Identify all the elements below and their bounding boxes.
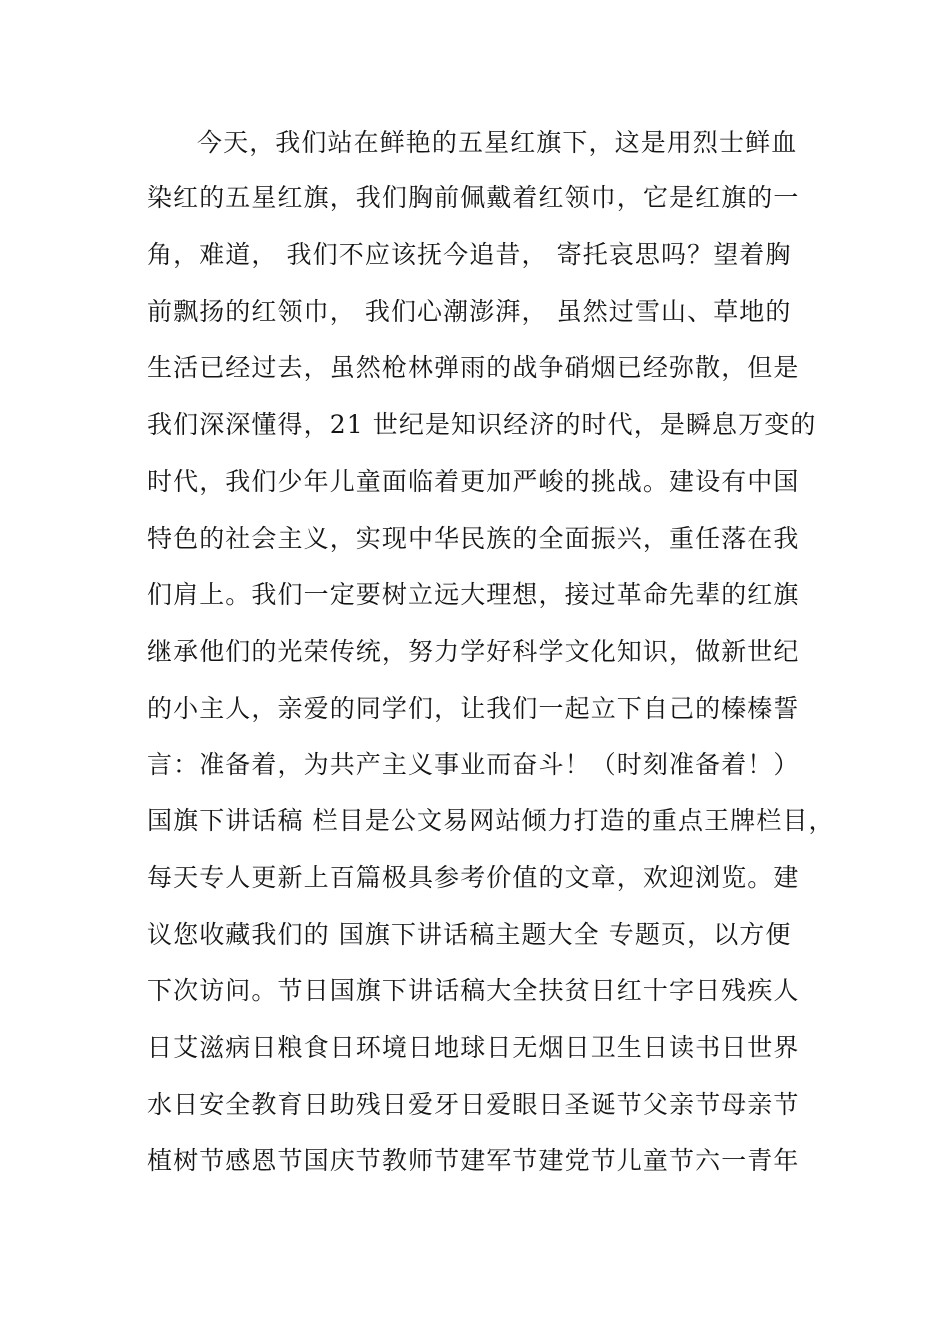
text-line-13: 国旗下讲话稿 栏目是公文易网站倾力打造的重点王牌栏目， xyxy=(147,806,835,835)
text-line-3: 角，难道， 我们不应该抚今追昔， 寄托哀思吗？望着胸 xyxy=(147,240,792,269)
text-line-7: 时代，我们少年儿童面临着更加严峻的挑战。建设有中国 xyxy=(147,467,800,496)
text-line-17: 日艾滋病日粮食日环境日地球日无烟日卫生日读书日世界 xyxy=(147,1033,800,1062)
text-line-6: 我们深深懂得，21 世纪是知识经济的时代，是瞬息万变的 xyxy=(147,410,817,439)
text-line-1: 今天，我们站在鲜艳的五星红旗下，这是用烈士鲜血 xyxy=(197,128,798,157)
text-line-15: 议您收藏我们的 国旗下讲话稿主题大全 专题页，以方便 xyxy=(147,920,792,949)
text-line-14: 每天专人更新上百篇极具参考价值的文章，欢迎浏览。建 xyxy=(147,863,800,892)
text-line-10: 继承他们的光荣传统，努力学好科学文化知识，做新世纪 xyxy=(147,637,800,666)
text-line-8: 特色的社会主义，实现中华民族的全面振兴，重任落在我 xyxy=(147,524,800,553)
text-line-11: 的小主人，亲爱的同学们，让我们一起立下自己的榛榛誓 xyxy=(147,694,800,723)
text-line-4: 前飘扬的红领巾， 我们心潮澎湃， 虽然过雪山、草地的 xyxy=(147,297,792,326)
text-line-19: 植树节感恩节国庆节教师节建军节建党节儿童节六一青年 xyxy=(147,1146,800,1175)
text-line-18: 水日安全教育日助残日爱牙日爱眼日圣诞节父亲节母亲节 xyxy=(147,1090,800,1119)
text-line-9: 们肩上。我们一定要树立远大理想，接过革命先辈的红旗 xyxy=(147,580,800,609)
text-line-12: 言：准备着，为共产主义事业而奋斗！（时刻准备着！） xyxy=(147,750,800,779)
text-line-2: 染红的五星红旗，我们胸前佩戴着红领巾，它是红旗的一 xyxy=(147,183,800,212)
text-line-5: 生活已经过去，虽然枪林弹雨的战争硝烟已经弥散，但是 xyxy=(147,353,800,382)
text-line-16: 下次访问。节日国旗下讲话稿大全扶贫日红十字日残疾人 xyxy=(147,976,800,1005)
